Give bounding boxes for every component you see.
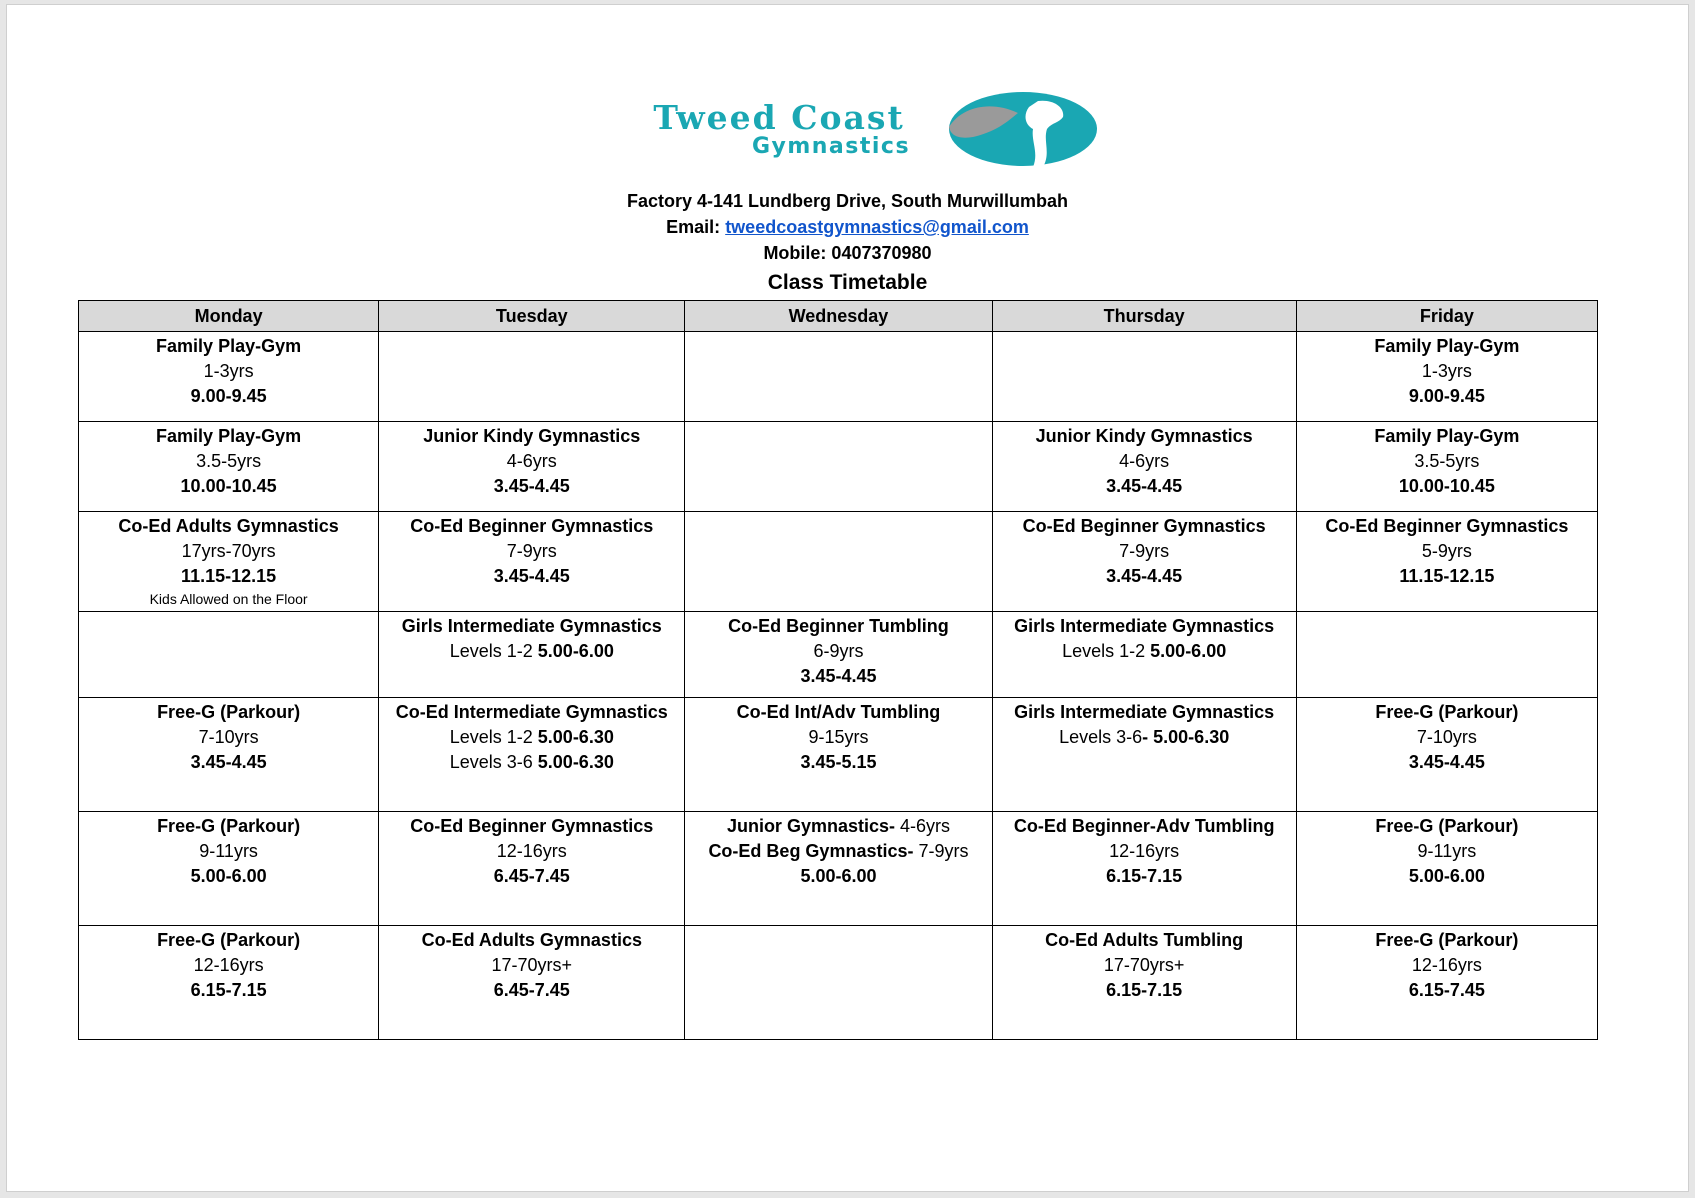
levels-time: 5.00-6.00 [1150,641,1227,661]
class-time: 3.45-4.45 [190,752,267,772]
class-age: 1-3yrs [1421,361,1472,381]
day-header-thursday: Thursday [992,301,1296,332]
class-cell [1296,422,1597,512]
class-name: Co-Ed Int/Adv Tumbling [736,702,941,722]
table-row [79,926,1598,1040]
class-cell [992,332,1296,422]
class-time: 6.15-7.15 [1106,980,1183,1000]
class-time: 3.45-4.45 [800,666,877,686]
table-row [79,512,1598,612]
class-name: Girls Intermediate Gymnastics [1014,702,1275,722]
class-time: 3.45-4.45 [1408,752,1485,772]
class-timetable [78,300,1598,1040]
class-age: 17-70yrs+ [491,955,573,975]
class-name: Co-Ed Beg Gymnastics- [708,841,914,861]
levels-label: Levels 3-6 [449,752,538,772]
day-header-tuesday: Tuesday [379,301,685,332]
class-name: Co-Ed Beginner Tumbling [728,616,949,636]
class-age: 1-3yrs [203,361,254,381]
class-time: 3.45-4.45 [493,476,570,496]
class-name: Co-Ed Adults Gymnastics [118,516,339,536]
class-name: Family Play-Gym [156,336,302,356]
class-cell [79,332,379,422]
levels-time: 5.00-6.30 [537,727,614,747]
class-age: 7-10yrs [1416,727,1477,747]
class-name: Co-Ed Beginner Gymnastics [410,816,654,836]
class-levels [993,639,1296,664]
class-time: 6.45-7.45 [493,980,570,1000]
class-name: Co-Ed Beginner Gymnastics [1022,516,1266,536]
table-row [79,612,1598,698]
class-cell [992,698,1296,812]
class-cell [79,926,379,1040]
class-cell [79,512,379,612]
class-name: Family Play-Gym [156,426,302,446]
levels-label: Levels 3-6 [1059,727,1143,747]
class-cell [685,612,992,698]
class-cell [685,926,992,1040]
class-cell [1296,698,1597,812]
document-page [6,4,1689,1192]
class-levels [379,725,684,750]
class-name: Junior Gymnastics- [726,816,895,836]
email-link[interactable]: tweedcoastgymnastics@gmail.com [725,217,1029,237]
class-time: 3.45-4.45 [493,566,570,586]
email-label: Email: [666,217,721,237]
class-name: Free-G (Parkour) [1375,930,1519,950]
class-name: Co-Ed Intermediate Gymnastics [395,702,668,722]
mobile: Mobile: 0407370980 [763,243,932,263]
class-age: 7-9yrs [1119,541,1170,561]
class-name: Free-G (Parkour) [157,702,301,722]
class-name: Girls Intermediate Gymnastics [401,616,662,636]
class-name: Junior Kindy Gymnastics [423,426,641,446]
class-name: Co-Ed Beginner Gymnastics [1325,516,1569,536]
class-cell [1296,812,1597,926]
class-cell [379,698,685,812]
contact-header [7,188,1688,266]
class-age: 12-16yrs [1411,955,1482,975]
day-header-friday: Friday [1296,301,1597,332]
class-cell [992,612,1296,698]
class-time: 11.15-12.15 [1399,566,1495,586]
class-age: 7-9yrs [913,841,969,861]
class-cell [79,812,379,926]
class-time: 3.45-4.45 [1106,566,1183,586]
class-cell [685,698,992,812]
class-age: 12-16yrs [1109,841,1180,861]
class-cell [685,332,992,422]
class-age: 3.5-5yrs [196,451,262,471]
class-age: 6-9yrs [813,641,864,661]
class-cell [379,612,685,698]
table-row [79,698,1598,812]
class-time: 3.45-5.15 [800,752,877,772]
email-line [7,214,1688,240]
class-name: Co-Ed Adults Tumbling [1045,930,1244,950]
class-cell [992,422,1296,512]
class-cell [685,812,992,926]
class-name: Co-Ed Beginner Gymnastics [410,516,654,536]
class-name: Co-Ed Beginner-Adv Tumbling [1013,816,1275,836]
class-time: 6.15-7.15 [190,980,267,1000]
levels-label: Levels 1-2 [449,641,538,661]
day-header-monday: Monday [79,301,379,332]
class-cell [1296,512,1597,612]
class-age: 7-9yrs [506,541,557,561]
class-name: Free-G (Parkour) [157,930,301,950]
table-row [79,332,1598,422]
class-cell [79,698,379,812]
class-time: 10.00-10.45 [180,476,277,496]
day-header-wednesday: Wednesday [685,301,992,332]
day-header-row [79,301,1598,332]
class-time: 3.45-4.45 [1106,476,1183,496]
logo-line2: Gymnastics [751,134,911,159]
class-name: Family Play-Gym [1374,336,1520,356]
class-age: 3.5-5yrs [1414,451,1480,471]
class-levels [993,725,1296,750]
class-note: Kids Allowed on the Floor [149,591,308,607]
class-time: 6.15-7.15 [1106,866,1183,886]
class-name: Free-G (Parkour) [157,816,301,836]
class-line [685,814,991,839]
class-time: 6.45-7.45 [493,866,570,886]
class-cell [992,812,1296,926]
class-age: 17-70yrs+ [1103,955,1185,975]
class-age: 4-6yrs [1119,451,1170,471]
class-time: 5.00-6.00 [1408,866,1485,886]
class-age: 5-9yrs [1421,541,1472,561]
address: Factory 4-141 Lundberg Drive, South Murwillumbah [626,191,1069,211]
class-time: 5.00-6.00 [190,866,267,886]
page-title: Class Timetable [767,271,928,294]
class-time: 10.00-10.45 [1398,476,1495,496]
class-cell [379,512,685,612]
class-time: 5.00-6.00 [800,866,877,886]
class-time: 11.15-12.15 [181,566,277,586]
class-cell [992,926,1296,1040]
class-cell [685,422,992,512]
class-age: 12-16yrs [193,955,264,975]
class-time: 6.15-7.45 [1408,980,1485,1000]
class-cell [685,512,992,612]
class-age: 9-15yrs [808,727,869,747]
class-cell [1296,332,1597,422]
class-name: Co-Ed Adults Gymnastics [421,930,642,950]
class-age: 9-11yrs [199,841,258,861]
class-name: Girls Intermediate Gymnastics [1014,616,1275,636]
levels-time: 5.00-6.30 [537,752,614,772]
logo-line1: Tweed Coast [653,98,905,137]
class-cell [79,422,379,512]
timetable-body [79,332,1598,1040]
class-age: 7-10yrs [198,727,259,747]
class-levels [379,639,684,664]
class-age: 9-11yrs [1417,841,1477,861]
class-levels [379,750,684,775]
class-cell [992,512,1296,612]
levels-label: Levels 1-2 [449,727,538,747]
class-cell [1296,926,1597,1040]
class-age: 4-6yrs [506,451,557,471]
levels-time: - 5.00-6.30 [1142,727,1230,747]
class-age: 12-16yrs [496,841,567,861]
levels-label: Levels 1-2 [1062,641,1151,661]
class-cell [1296,612,1597,698]
class-age: 4-6yrs [894,816,950,836]
class-cell [379,332,685,422]
class-cell [379,422,685,512]
class-time: 9.00-9.45 [1408,386,1485,406]
class-name: Family Play-Gym [1374,426,1520,446]
class-time: 9.00-9.45 [190,386,267,406]
tweed-coast-logo [613,91,1098,175]
class-name: Free-G (Parkour) [1375,816,1519,836]
levels-time: 5.00-6.00 [537,641,614,661]
class-age: 17yrs-70yrs [181,541,276,561]
class-name: Junior Kindy Gymnastics [1035,426,1253,446]
class-cell [379,926,685,1040]
table-row [79,422,1598,512]
class-cell [79,612,379,698]
class-name: Free-G (Parkour) [1375,702,1519,722]
class-cell [379,812,685,926]
table-row [79,812,1598,926]
class-line [685,839,991,864]
